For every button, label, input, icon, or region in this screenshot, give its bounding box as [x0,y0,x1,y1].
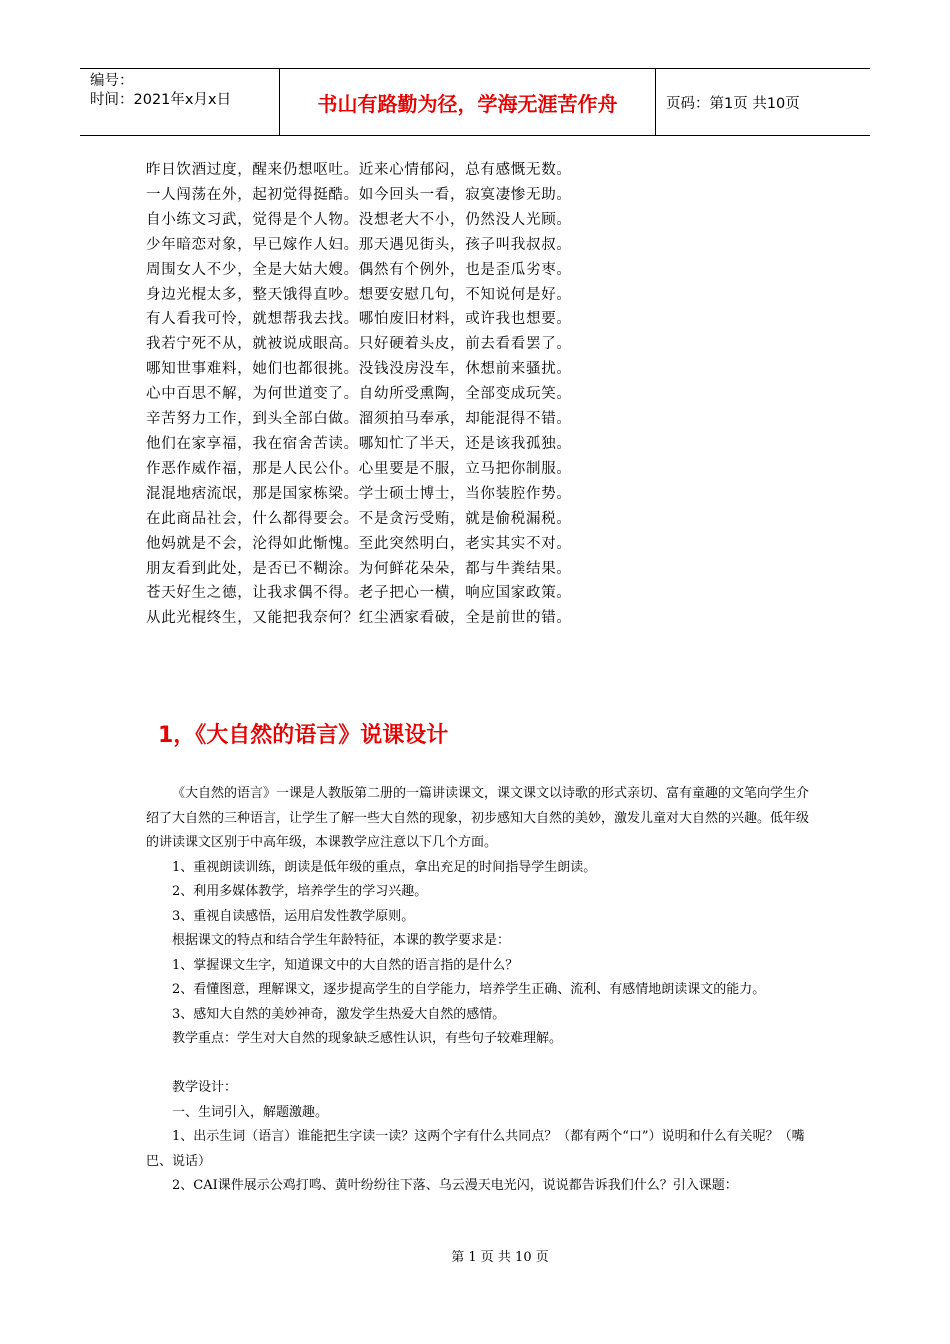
body-paragraph: 教学重点：学生对大自然的现象缺乏感性认识，有些句子较难理解。 [172,1031,563,1046]
poem-line: 昨日饮酒过度，醒来仍想呕吐。近来心情郁闷，总有感慨无数。 [146,162,572,178]
body-paragraph: 2、看懂图意，理解课文，逐步提高学生的自学能力，培养学生正确、流利、有感情地朗读课文的能力。 [172,982,766,997]
poem-line: 苍天好生之德，让我求偶不得。老子把心一横，响应国家政策。 [146,585,572,602]
body-paragraph: 《大自然的语言》一课是人教版第二册的一篇讲读课文，课文课文以诗歌的形式亲切、富有童趣的文笔向学生介绍了大自然的三种语言，让学生了解一些大自然的现象，初步感知大自然的美妙，激发儿童对大自然的兴趣。低年级的讲读课文区别于中高年级，本课教学应注意以下几个方面。 [146,786,810,850]
poem-line: 朋友看到此处，是否已不糊涂。为何鲜花朵朵，都与牛粪结果。 [146,560,572,577]
header-page-info: 页码：第1页 共10页 [666,95,800,112]
body-paragraph: 根据课文的特点和结合学生年龄特征，本课的教学要求是： [172,933,511,948]
section-title: 1，《大自然的语言》说课设计 [158,723,449,748]
poem-line: 从此光棍终生，又能把我奈何？红尘洒家看破，全是前世的错。 [146,610,572,627]
poem-line: 混混地痞流氓，那是国家栋梁。学士硕士博士，当你装腔作势。 [146,485,572,502]
header-meta [80,69,280,135]
body-paragraph: 1、出示生词（语言）谁能把生字读一读？这两个字有什么共同点？（都有两个“口”）说明和什么有关呢？（嘴巴、说话） [146,1129,805,1169]
poem-line: 少年暗恋对象，早已嫁作人妇。那天遇见街头，孩子叫我叔叔。 [146,236,572,253]
body-paragraph: 3、感知大自然的美妙神奇，激发学生热爱大自然的感情。 [172,1006,506,1022]
paragraph-spacer [146,1052,810,1077]
poem-line: 心中百思不解，为何世道变了。自幼所受熏陶，全部变成玩笑。 [146,386,572,403]
body-paragraph: 1、重视朗读训练，朗读是低年级的重点，拿出充足的时间指导学生朗读。 [172,859,597,875]
poem-line: 在此商品社会，什么都得要会。不是贪污受贿，就是偷税漏税。 [146,510,572,527]
poem-line: 他妈就是不会，沦得如此惭愧。至此突然明白，老实其实不对。 [146,535,572,552]
poem-line: 辛苦努力工作，到头全部白做。溜须拍马奉承，却能混得不错。 [146,411,572,428]
body-paragraph: 2、利用多媒体教学，培养学生的学习兴趣。 [172,884,428,899]
body-paragraph: 2、CAI课件展示公鸡打鸣、黄叶纷纷往下落、乌云漫天电光闪，说说都告诉我们什么？引入课题： [172,1178,738,1193]
body-paragraph: 1、掌握课文生字，知道课文中的大自然的语言指的是什么？ [172,957,519,973]
header-motto: 书山有路勤为径，学海无涯苦作舟 [280,69,656,135]
poem-line: 一人闯荡在外，起初觉得挺酷。如今回头一看，寂寞凄惨无助。 [146,186,572,203]
page-header [80,68,870,136]
body-paragraph: 教学设计： [172,1080,238,1095]
poem-line: 作恶作威作福，那是人民公仆。心里要是不服，立马把你制服。 [146,460,572,477]
poem-line: 他们在家享福，我在宿舍苦读。哪知忙了半天，还是该我孤独。 [146,435,572,452]
poem-line: 自小练文习武，觉得是个人物。没想老大不小，仍然没人光顾。 [146,211,572,228]
poem-line: 我若宁死不从，就被说成眼高。只好硬着头皮，前去看看罢了。 [146,336,572,353]
document-date-label: 时间：2021年x月x日 [90,92,232,108]
document-number-label: 编号： [90,73,134,89]
poem-line: 有人看我可怜，就想帮我去找。哪怕废旧材料，或许我也想要。 [146,311,572,328]
poem-line: 身边光棍太多，整天饿得直吵。想要安慰几句，不知说何是好。 [146,286,572,303]
body-paragraph: 一、生词引入，解题激趣。 [172,1104,329,1120]
poem-block [146,158,572,631]
body-text [146,782,810,1199]
page-footer: 第 1 页 共 10 页 [451,1250,549,1265]
poem-line: 周围女人不少，全是大姑大嫂。偶然有个例外，也是歪瓜劣枣。 [146,261,572,278]
poem-line: 哪知世事难料，她们也都很挑。没钱没房没车，休想前来骚扰。 [146,361,572,378]
body-paragraph: 3、重视自读感悟，运用启发性教学原则。 [172,908,415,924]
